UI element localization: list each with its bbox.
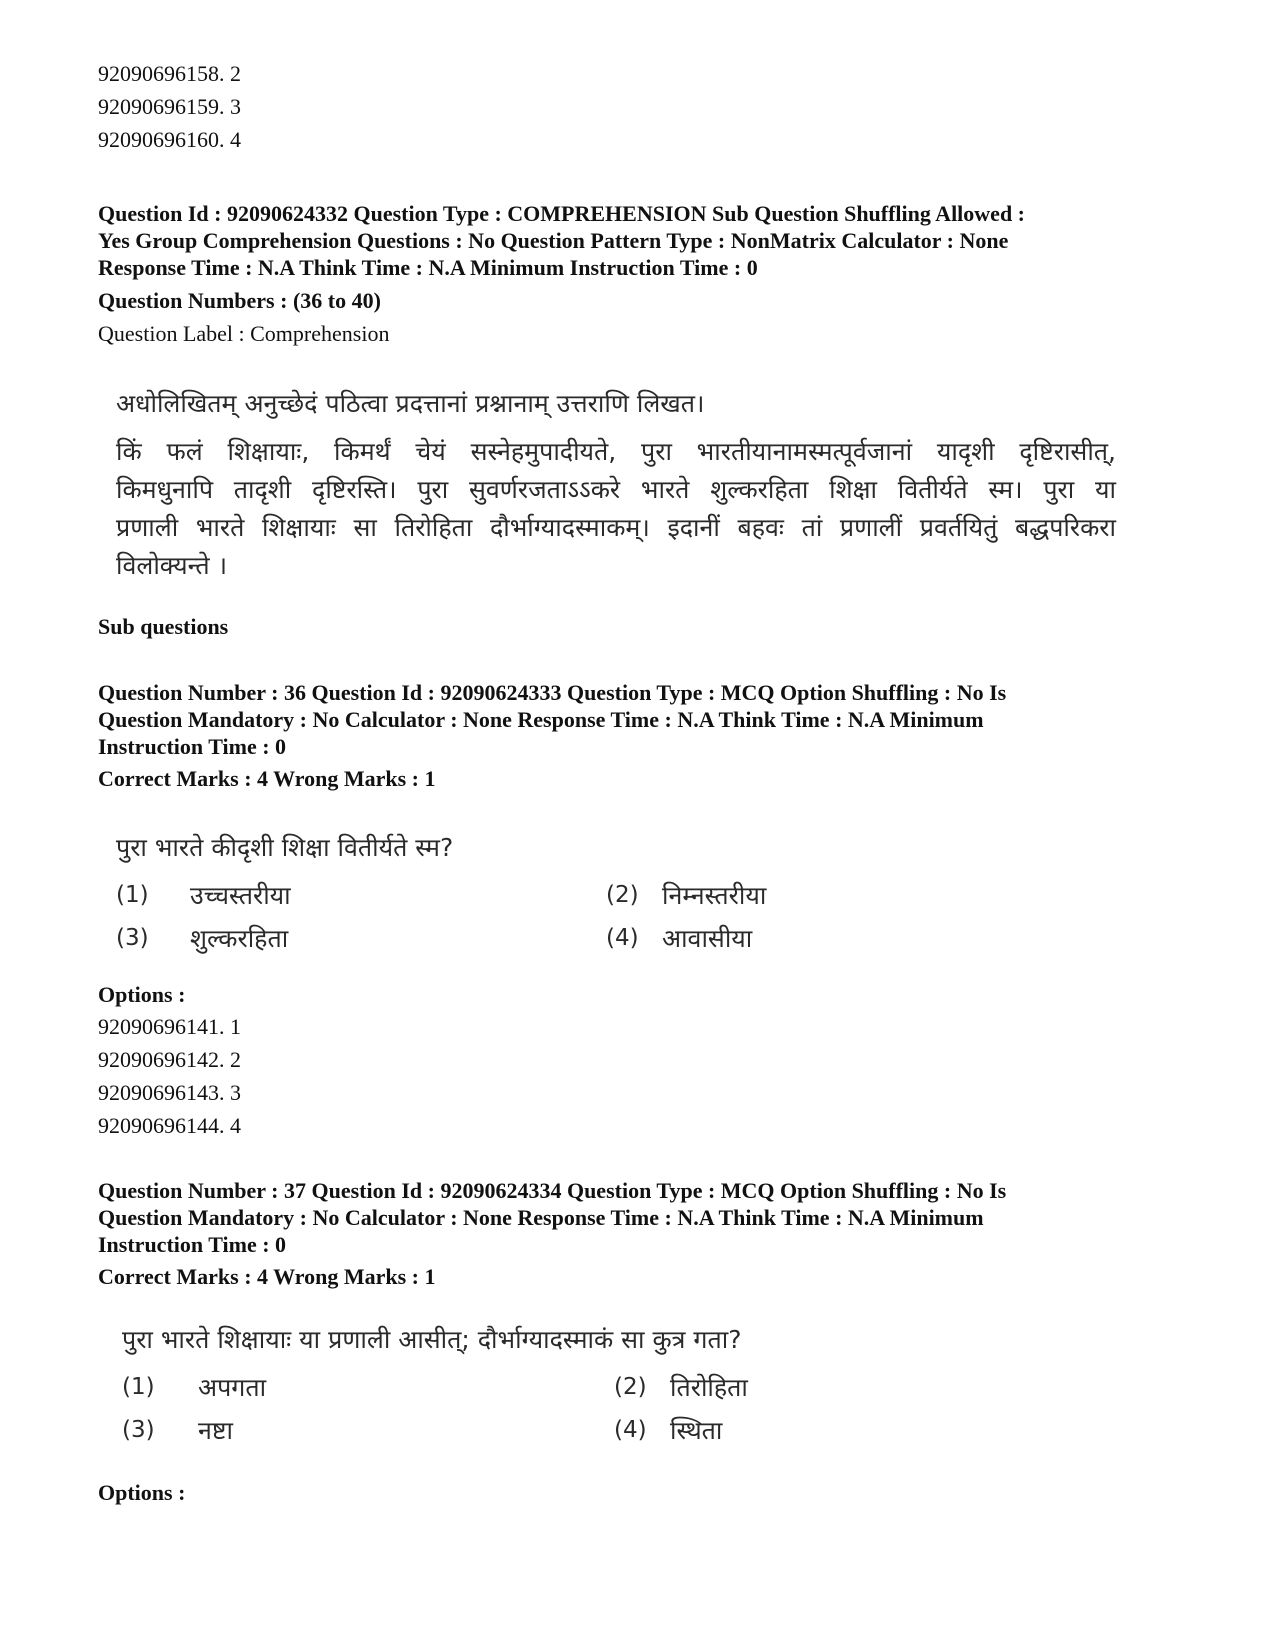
passage-line-2: किमधुनापि तादृशी दृष्टिरस्ति। पुरा सुवर्णरजताऽऽकरे भारते शुल्करहिता शिक्षा वितीर्यते स्म। पुरा या (116, 475, 1116, 504)
q37-choice-1-text: अपगता (198, 1373, 267, 1402)
comprehension-meta-line-1: Question Id : 92090624332 Question Type : COMPREHENSION Sub Question Shuffling Allowed : (98, 201, 1026, 226)
passage-line-3: प्रणाली भारते शिक्षायाः सा तिरोहिता दौर्भाग्यादस्माकम्। इदानीं बहवः तां प्रणालीं प्रवर्तयितुं बद्धपरिकरा (116, 513, 1116, 542)
q37-choice-3-text: नष्टा (198, 1416, 233, 1445)
q36-choice-4-text: आवासीया (662, 924, 753, 953)
q36-question-text: पुरा भारते कीदृशी शिक्षा वितीर्यते स्म? (116, 833, 454, 862)
q36-meta-line-3: Instruction Time : 0 (98, 734, 287, 759)
q37-choice-2-number: (2) (614, 1374, 647, 1400)
q36-option-3: 92090696143. 3 (98, 1080, 241, 1105)
q36-options-label: Options : (98, 982, 186, 1007)
comprehension-meta-line-3: Response Time : N.A Think Time : N.A Minimum Instruction Time : 0 (98, 255, 758, 280)
q36-choice-3-number: (3) (116, 925, 149, 951)
q37-choice-4-text: स्थिता (670, 1416, 723, 1445)
passage-instruction: अधोलिखितम् अनुच्छेदं पठित्वा प्रदत्तानां प्रश्नानाम् उत्तराणि लिखत। (116, 389, 705, 418)
q36-meta-line-2: Question Mandatory : No Calculator : None Response Time : N.A Think Time : N.A Minimum (98, 707, 984, 732)
q36-choice-2-number: (2) (606, 882, 639, 908)
q37-meta-line-3: Instruction Time : 0 (98, 1232, 287, 1257)
q36-choice-1-number: (1) (116, 882, 149, 908)
passage-line-4: विलोक्यन्ते । (116, 551, 228, 580)
q37-choice-2-text: तिरोहिता (670, 1373, 748, 1402)
q37-choice-1-number: (1) (122, 1374, 155, 1400)
comprehension-meta-line-2: Yes Group Comprehension Questions : No Question Pattern Type : NonMatrix Calculator : None (98, 228, 1009, 253)
q37-choice-3-number: (3) (122, 1417, 155, 1443)
sub-questions-heading: Sub questions (98, 614, 229, 639)
q37-options-label: Options : (98, 1480, 186, 1505)
q37-marks: Correct Marks : 4 Wrong Marks : 1 (98, 1264, 436, 1289)
q37-question-text: पुरा भारते शिक्षायाः या प्रणाली आसीत्; दौर्भाग्यादस्माकं सा कुत्र गता? (122, 1325, 742, 1354)
question-numbers: Question Numbers : (36 to 40) (98, 288, 381, 313)
q36-option-4: 92090696144. 4 (98, 1113, 241, 1138)
q37-meta-line-1: Question Number : 37 Question Id : 92090624334 Question Type : MCQ Option Shuffling : No Is (98, 1178, 1007, 1203)
passage-line-1: किं फलं शिक्षायाः, किमर्थं चेयं सस्नेहमुपादीयते, पुरा भारतीयानामस्मत्पूर्वजानां यादृशी दृष्टिरासीत्, (116, 437, 1116, 466)
q36-option-1: 92090696141. 1 (98, 1014, 241, 1039)
prev-option-1: 92090696158. 2 (98, 61, 241, 86)
question-label: Question Label : Comprehension (98, 321, 390, 346)
q36-choice-2-text: निम्नस्तरीया (662, 881, 767, 910)
q37-choice-4-number: (4) (614, 1417, 647, 1443)
q36-option-2: 92090696142. 2 (98, 1047, 241, 1072)
q36-choice-4-number: (4) (606, 925, 639, 951)
q36-marks: Correct Marks : 4 Wrong Marks : 1 (98, 766, 436, 791)
q37-meta-line-2: Question Mandatory : No Calculator : None Response Time : N.A Think Time : N.A Minimum (98, 1205, 984, 1230)
prev-option-3: 92090696160. 4 (98, 127, 241, 152)
q36-meta-line-1: Question Number : 36 Question Id : 92090624333 Question Type : MCQ Option Shuffling : No Is (98, 680, 1007, 705)
q36-choice-3-text: शुल्करहिता (190, 924, 289, 953)
q36-choice-1-text: उच्चस्तरीया (190, 881, 291, 910)
prev-option-2: 92090696159. 3 (98, 94, 241, 119)
